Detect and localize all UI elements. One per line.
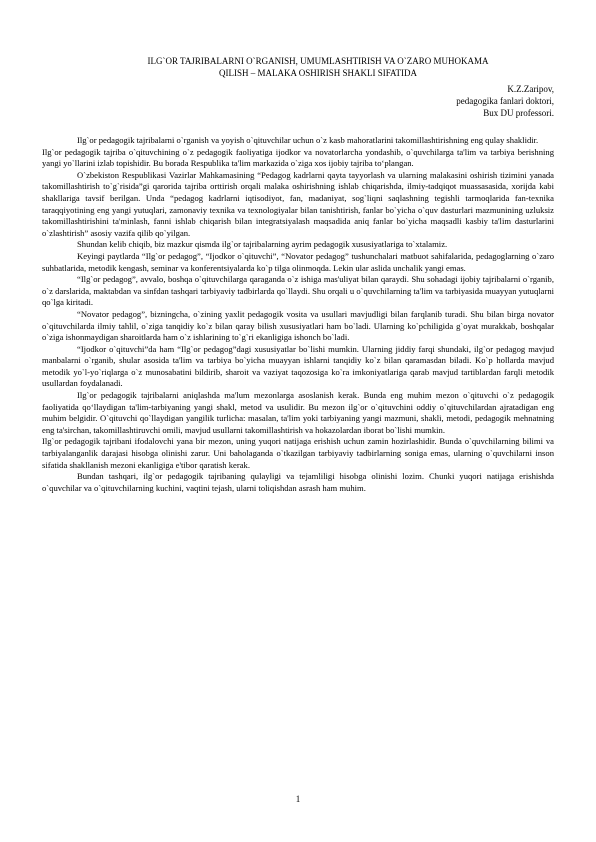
author-degree: pedagogika fanlari doktori,: [456, 95, 554, 106]
body-paragraph: “Ilg`or pedagog”, avvalo, boshqa o`qituvchilarga qaraganda o`z ishiga mas'uliyat bilan qaraydi. Shu sohadagi ijobiy tajribalarni o`rganib, o`z darslarida, maktabdan va sinfdan tashqari tarbiyaviy tadbirlarda qo`llaydi. Shu orqali u o`quvchilarning ta'lim va tarbiyasida muayyan yutuqlarni qo`lga kiritadi.: [42, 274, 554, 308]
author-name: K.Z.Zaripov,: [507, 84, 554, 94]
body-paragraph: “Ijodkor o`qituvchi”da ham “Ilg`or pedagog”dagi xususiyatlar bo`lishi mumkin. Ularning jiddiy farqi shundaki, ilg`or pedagog mavjud manbalarni o`rganib, shular asosida ta'lim va tarbiya bo`yicha muayyan ishlarni tanqidiy ko`z bilan qaramasdan biladi. Ko`p hollarda mavjud metodik yo`l-yo`riqlarga o`z munosabatini bildirib, sharoit va vaziyat taqozosiga ko`ra imkoniyatlariga qarab mavjud tartiblardan farqli metodik usullardan foydalanadi.: [42, 343, 554, 389]
body-paragraph: Ilg`or pedagogik tajriba o`qituvchining o`z pedagogik faoliyatiga ijodkor va novatorlarcha yondashib, o`quvchilarga ta'lim va tarbiya berishning yangi yo`llarini izlab topishidir. Bu borada Respublika ta'lim markazida o`ziga xos ijobiy tajriba to‘plangan.: [42, 146, 554, 169]
author-block: [254, 84, 554, 119]
body-paragraph: Ilg`or pedagogik tajribani ifodalovchi yana bir mezon, uning yuqori natijaga erishish uchun zamin hozirlashidir. Bunda o`quvchilarning bilimi va tarbiyalanganlik darajasi hisobga olinishi zarur. Uni baholaganda o`tkazilgan tarbiyaviy tadbirlarning soniga emas, ularning o`quvchilarni inson sifatida shakllanish mezoni ekanligiga e'tibor qaratish kerak.: [42, 436, 554, 470]
body-paragraph: Ilg`or pedagogik tajribalarni aniqlashda ma'lum mezonlarga asoslanish kerak. Bunda eng muhim mezon o`qituvchi o`z pedagogik faoliyatida qo‘llaydigan ta'lim-tarbiyaning yangi shakl, metod va usulidir. Bu mezon ilg`or o`qituvchini oddiy o`qituvchilardan ajratadigan eng muhim belgidir. O`qituvchi qo`llaydigan yangilik turlicha: masalan, ta'lim yoki tarbiyaning yangi mazmuni, shakli, metodi, pedagogik mehnatning eng ta'sirchan, takomillashtiruvchi omili, mavjud usullarni takomillashtirish va hokazolardan iborat bo`lishi mumkin.: [42, 390, 554, 435]
author-position: Bux DU professori.: [483, 107, 554, 118]
document-body: [42, 135, 554, 494]
document-title: [75, 56, 561, 79]
body-paragraph: Keyingi paytlarda “Ilg`or pedagog”, “Ijodkor o`qituvchi”, “Novator pedagog” tushunchalari matbuot sahifalarida, pedagoglarning o`zaro suhbatlarida, metodik kengash, seminar va konferentsiyalarda ko`p tilga olinmoqda. Lekin ular aslida unchalik yangi emas.: [42, 250, 554, 273]
body-paragraph: Shundan kelib chiqib, biz mazkur qismda ilg`or tajribalarning ayrim pedagogik xususiyatlariga to`xtalamiz.: [77, 239, 448, 250]
title-line-2: QILISH – MALAKA OSHIRISH SHAKLI SIFATIDA: [218, 67, 418, 78]
body-paragraph: “Novator pedagog”, bizningcha, o`zining yaxlit pedagogik vosita va usullari mavjudligi bilan farqlanib turadi. Shu bilan birga novator o`qituvchilarda ilmiy tahlil, o`ziga tanqidiy ko`z bilan qaray bilish xususiyatlari ham bo`ladi. Ularning ko`pchiligida g`oyat murakkab, boshqalar o`ziga ishonmaydigan sharoitlarda ham o`z ishlarining to`g`ri ekanligiga ishonch bo`ladi.: [42, 308, 554, 343]
body-paragraph: O`zbekiston Respublikasi Vazirlar Mahkamasining “Pedagog kadrlarni qayta tayyorlash va ularning malakasini oshirish tizimini yanada takomillashtirish to`g`risida”gi qarorida tajriba orttirish orqali malaka oshirishning ishlab chiqarishda, ilmiy-tadqiqot muassasasida, xorijda kabi shakllariga tavsif berilgan. Unda “pedagog kadrlarni iqtisodiyot, fan, madaniyat, sog`liqni saqlashning tegishli tarmoqlarida fan-texnika taraqqiyotining eng yangi yutuqlari, zamonaviy texnika va texnologiyalar bilan tanishtirish, fanlar bo`yicha o`quv dasturlari mazmunining uzluksiz takomillashtirishini ta'minlash, fanni ishlab chiqarish bilan integratsiyalash maqsadida aniq fanlar bo`yicha maqsadli kasbiy ta'lim dasturlarini o`zlashtirish” asosiy vazifa qilib qo`yilgan.: [42, 169, 554, 238]
body-paragraph: Bundan tashqari, ilg`or pedagogik tajribaning qulayligi va tejamliligi hisobga olinishi lozim. Chunki yuqori natijaga erishishda o`quvchilar va o`qituvchilarning kuchini, vaqtini tejash, ularni toliqishdan asrash ham muhim.: [42, 471, 554, 493]
title-line-1: ILG`OR TAJRIBALARNI O`RGANISH, UMUMLASHTIRISH VA O`ZARO MUHOKAMA: [147, 56, 489, 66]
body-paragraph: Ilg`or pedagogik tajribalarni o`rganish va yoyish o`qituvchilar uchun o`z kasb mahoratlarini takomillashtirishning eng qulay shaklidir.: [77, 135, 539, 145]
page-number: 1: [295, 794, 301, 804]
